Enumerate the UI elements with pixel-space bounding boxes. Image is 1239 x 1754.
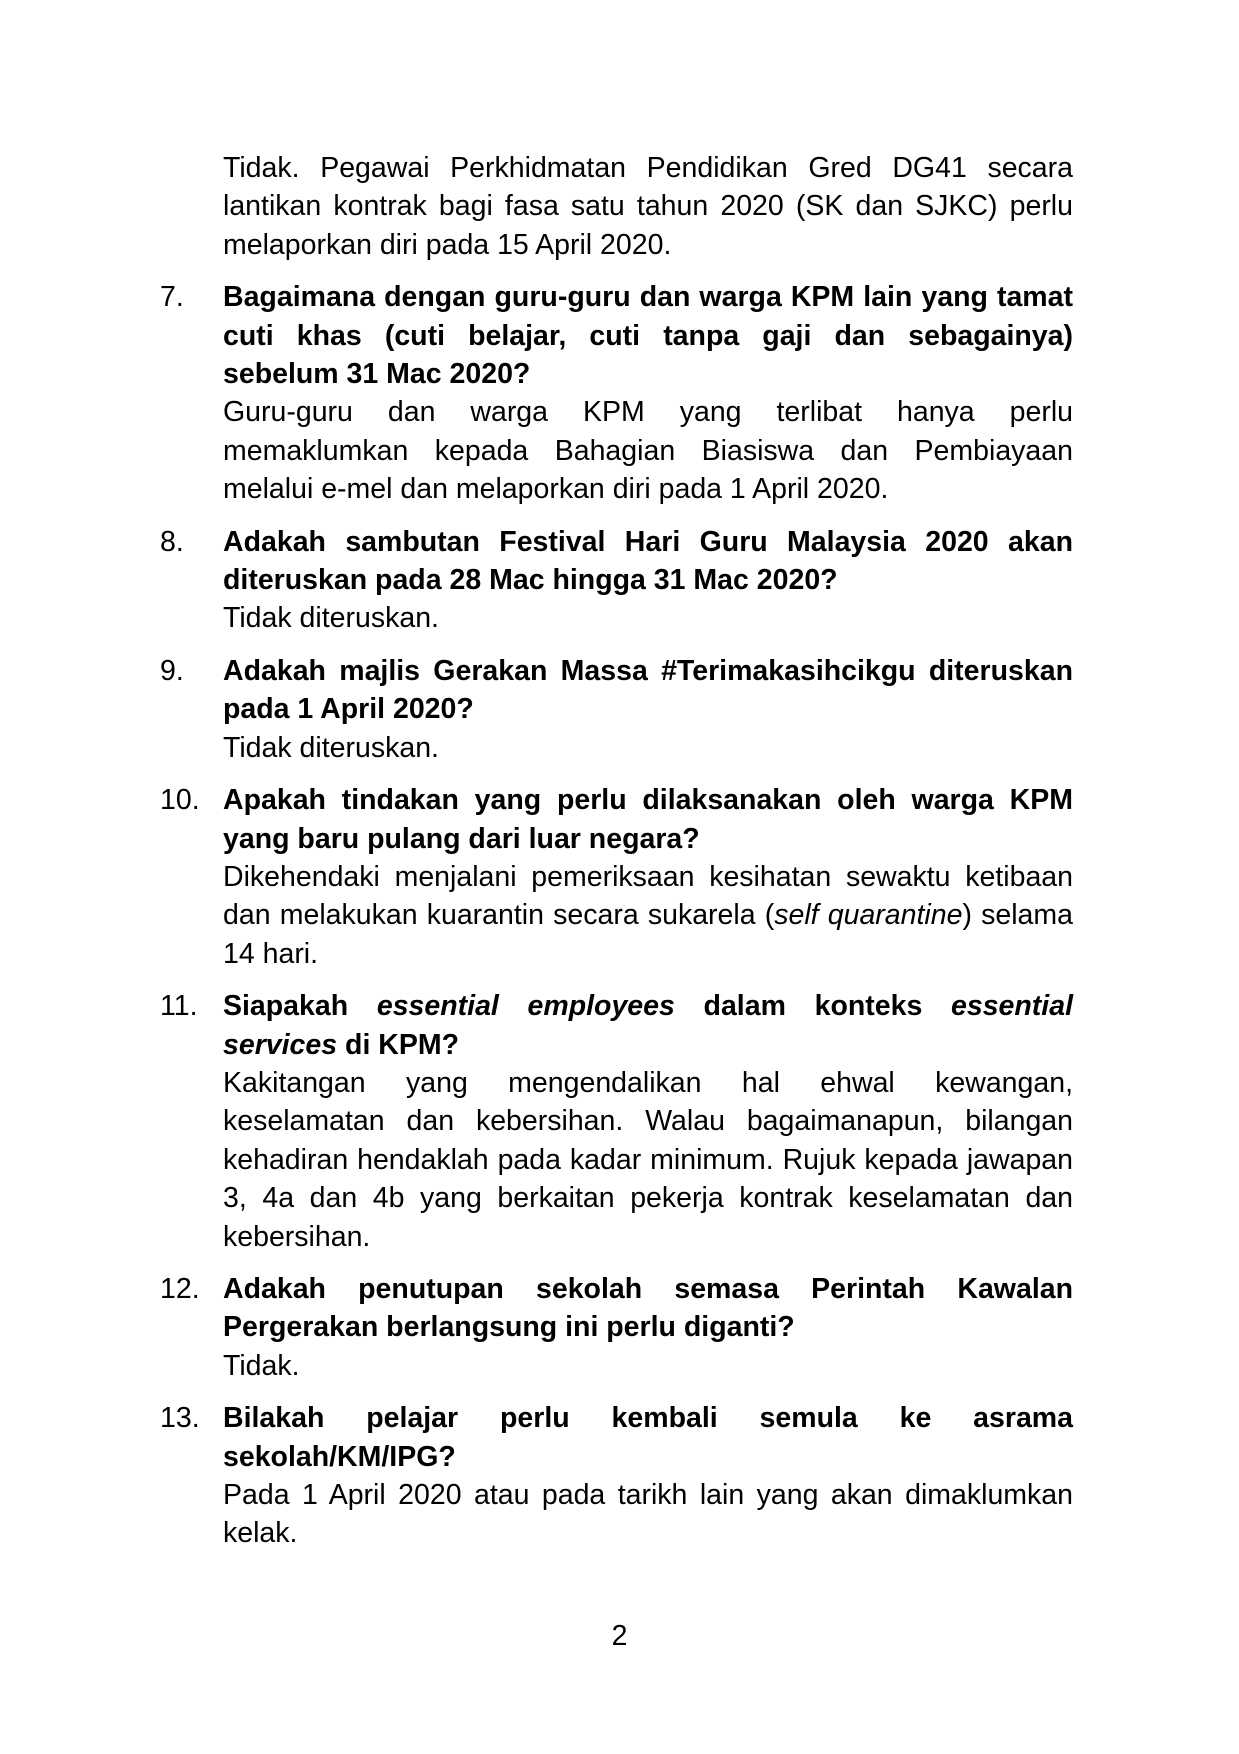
item-body: [223, 1399, 1073, 1553]
faq-item-11: [160, 987, 1073, 1256]
answer-text: Kakitangan yang mengendalikan hal ehwal kewangan, keselamatan dan kebersihan. Walau bagaimanapun, bilangan kehadiran hendaklah pada kadar minimum. Rujuk kepada jawapan 3, 4a dan 4b yang berkaitan pekerja kontrak keselamatan dan kebersihan.: [223, 1066, 1073, 1253]
item-body: [223, 278, 1073, 508]
faq-item-12: [160, 1270, 1073, 1385]
item-body: [223, 987, 1073, 1256]
answer-text: Guru-guru dan warga KPM yang terlibat hanya perlu memaklumkan kepada Bahagian Biasiswa dan Pembiayaan melalui e-mel dan melaporkan diri pada 1 April 2020.: [223, 396, 1073, 506]
item-question: [223, 1399, 1073, 1476]
item-answer: [223, 599, 1073, 637]
answer-text: Dikehendaki menjalani pemeriksaan kesihatan sewaktu ketibaan dan melakukan kuarantin secara sukarela (: [223, 860, 1073, 932]
item-number: 8.: [160, 525, 184, 558]
answer-text: Pada 1 April 2020 atau pada tarikh lain yang akan dimaklumkan kelak.: [223, 1479, 1073, 1550]
faq-item-10: [160, 781, 1073, 973]
item-answer: [223, 729, 1073, 767]
item-question: [223, 781, 1073, 858]
item-number: 11.: [160, 990, 198, 1023]
answer-text: Tidak diteruskan.: [223, 731, 439, 764]
question-text: Bilakah pelajar perlu kembali semula ke asrama sekolah/KM/IPG?: [223, 1402, 1073, 1473]
question-text: Siapakah: [223, 990, 377, 1023]
faq-item-7: [160, 278, 1073, 508]
item-answer: [223, 393, 1073, 508]
item-question: [223, 278, 1073, 393]
item-body: [223, 652, 1073, 767]
item-question: [223, 652, 1073, 729]
faq-content: [160, 149, 1073, 1553]
question-text: di KPM?: [337, 1028, 460, 1061]
faq-item-8: [160, 523, 1073, 638]
item-answer: [223, 1064, 1073, 1256]
item-body: [223, 523, 1073, 638]
item-question: [223, 987, 1073, 1064]
faq-item-13: [160, 1399, 1073, 1553]
item-body: [223, 1270, 1073, 1385]
question-italic-segment: essential services: [223, 990, 1073, 1061]
answer-text: ) selama 14 hari.: [223, 899, 1073, 970]
item-number: 9.: [160, 654, 184, 687]
item-number: 13.: [160, 1402, 200, 1435]
item-answer: [223, 1476, 1073, 1553]
page-number: 2: [611, 1620, 628, 1652]
item-number: 10.: [160, 784, 200, 817]
answer-text: Tidak. Pegawai Perkhidmatan Pendidikan Gred DG41 secara lantikan kontrak bagi fasa satu tahun 2020 (SK dan SJKC) perlu melaporkan diri pada 15 April 2020.: [223, 152, 1073, 261]
carryover-answer: [223, 149, 1073, 264]
item-question: [223, 523, 1073, 600]
item-answer: [223, 858, 1073, 973]
item-number: 7.: [160, 281, 184, 314]
answer-italic-segment: self quarantine: [774, 899, 963, 932]
item-body: [223, 781, 1073, 973]
question-text: Apakah tindakan yang perlu dilaksanakan oleh warga KPM yang baru pulang dari luar negara?: [223, 784, 1073, 855]
question-text: Adakah majlis Gerakan Massa #Terimakasihcikgu diteruskan pada 1 April 2020?: [223, 654, 1073, 726]
question-text: dalam konteks: [674, 990, 951, 1023]
answer-text: Tidak diteruskan.: [223, 602, 439, 635]
carryover-answer-row: [160, 149, 1073, 264]
answer-text: Tidak.: [223, 1349, 300, 1382]
question-text: Adakah sambutan Festival Hari Guru Malaysia 2020 akan diteruskan pada 28 Mac hingga 31 Mac 2020?: [223, 525, 1073, 597]
question-text: Adakah penutupan sekolah semasa Perintah Kawalan Pergerakan berlangsung ini perlu diganti?: [223, 1272, 1073, 1344]
item-number: 12.: [160, 1272, 200, 1305]
item-question: [223, 1270, 1073, 1347]
question-text: Bagaimana dengan guru-guru dan warga KPM lain yang tamat cuti khas (cuti belajar, cuti tanpa gaji dan sebagainya) sebelum 31 Mac 2020?: [223, 281, 1073, 391]
question-italic-segment: essential employees: [376, 990, 675, 1023]
item-body: [223, 149, 1073, 264]
item-answer: [223, 1347, 1073, 1385]
faq-item-9: [160, 652, 1073, 767]
